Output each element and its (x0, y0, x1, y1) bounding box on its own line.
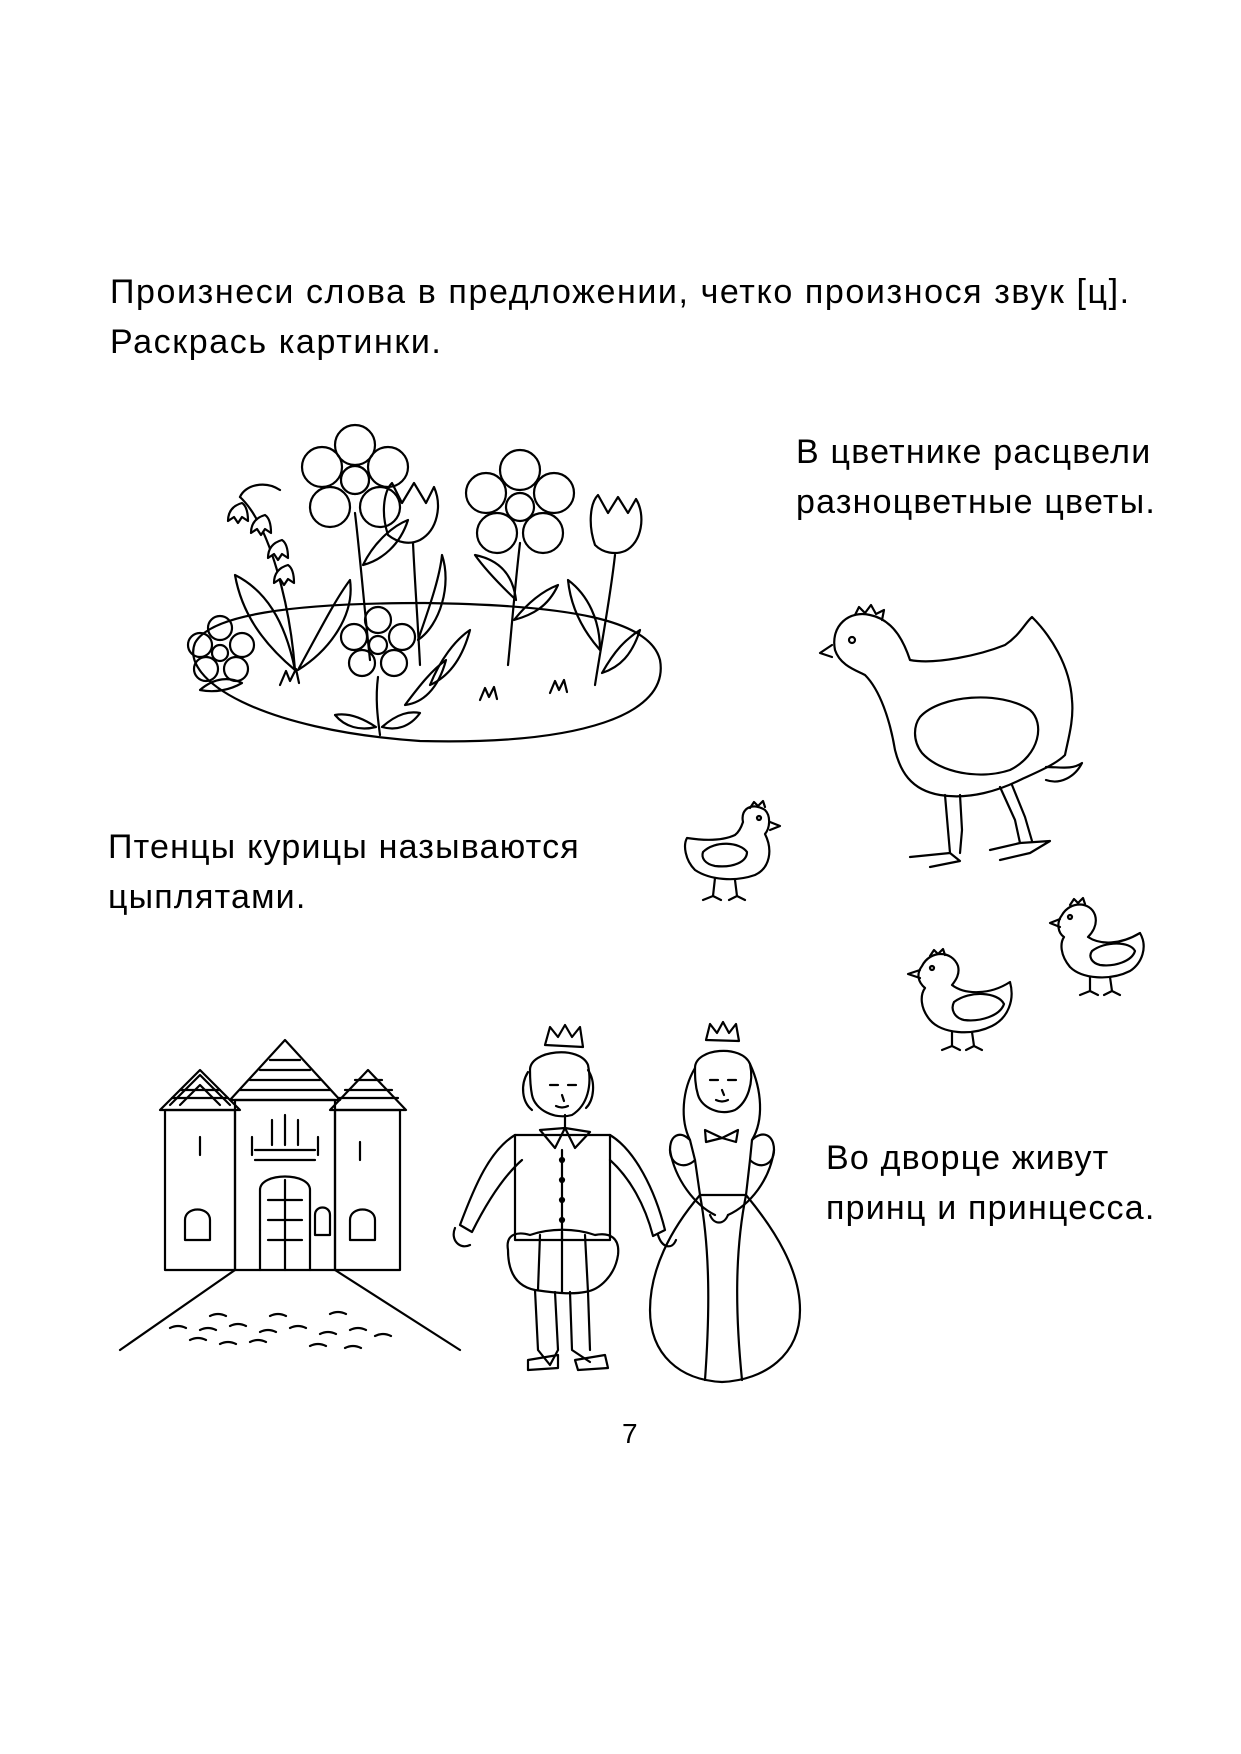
palace-line-2: принц и принцесса. (826, 1189, 1156, 1227)
chicks-line-1: Птенцы курицы называются (108, 828, 580, 866)
chick-left-illustration (675, 800, 785, 910)
flowers-sentence (796, 427, 1156, 527)
chicks-sentence (108, 822, 580, 922)
chicks-line-2: цыплятами. (108, 878, 307, 916)
page-number: 7 (622, 1418, 638, 1449)
instruction-line-1: Произнеси слова в предложении, четко произнося звук [ц]. (110, 273, 1131, 311)
palace-line-1: Во дворце живут (826, 1139, 1110, 1177)
instruction-line-2: Раскрась картинки. (110, 323, 443, 361)
palace-prince-princess-illustration (110, 1010, 830, 1405)
flowers-line-2: разноцветные цветы. (796, 483, 1156, 521)
hen-illustration (810, 605, 1100, 875)
chick-right-bottom-illustration (900, 940, 1020, 1060)
chick-right-top-illustration (1040, 895, 1155, 1005)
flower-bed-illustration (170, 415, 680, 760)
instruction-text (110, 267, 1131, 367)
palace-sentence (826, 1133, 1156, 1233)
flowers-line-1: В цветнике расцвели (796, 433, 1152, 471)
